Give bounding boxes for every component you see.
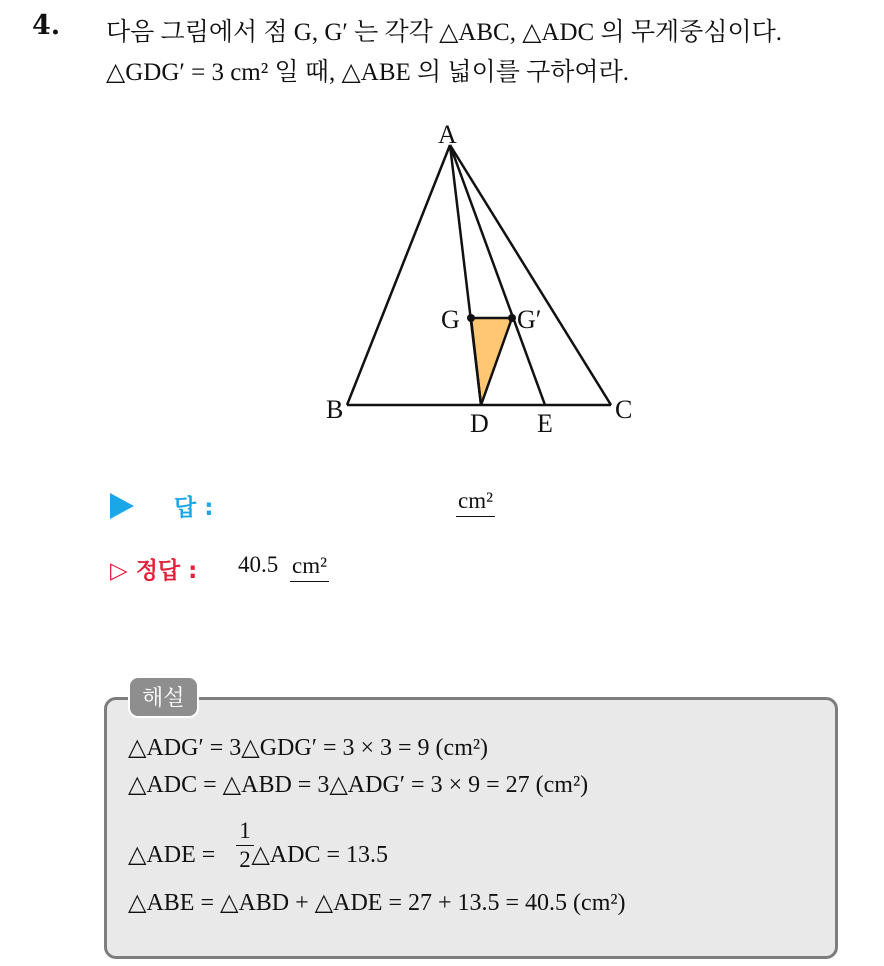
side-ab (347, 145, 450, 405)
solution-line-2: △ADC = △ABD = 3△ADG′ = 3 × 9 = 27 (cm²) (128, 772, 589, 798)
answer-marker-icon (110, 493, 134, 519)
correct-answer-label: ▷ 정답 : (110, 558, 198, 584)
label-d: D (470, 409, 489, 438)
solution-line-4: △ABE = △ABD + △ADE = 27 + 13.5 = 40.5 (cm²) (128, 890, 626, 916)
label-g-prime: G′ (517, 305, 542, 334)
correct-answer-value: 40.5 (238, 552, 279, 577)
solution-tab: 해설 (128, 676, 199, 718)
solution-line-3 (128, 840, 388, 869)
point-g-prime (508, 314, 516, 322)
question-number: 4. (32, 10, 61, 41)
answer-unit: cm² (456, 486, 495, 517)
triangle-figure (310, 118, 640, 444)
label-e: E (537, 409, 553, 438)
correct-answer-unit: cm² (290, 551, 329, 582)
label-b: B (326, 395, 344, 424)
solution-line-3-suffix: △ADC = 13.5 (251, 842, 388, 868)
label-c: C (615, 395, 633, 424)
fraction-numerator: 1 (239, 818, 251, 843)
label-a: A (438, 120, 457, 149)
answer-label: 답 : (174, 495, 214, 521)
question-text-line-1: 다음 그림에서 점 G, G′ 는 각각 △ABC, △ADC 의 무게중심이다. (106, 19, 783, 46)
solution-line-3-prefix: △ADE = (128, 842, 216, 868)
fraction-one-half (236, 818, 254, 873)
fraction-denominator: 2 (239, 847, 251, 872)
solution-line-1: △ADG′ = 3△GDG′ = 3 × 3 = 9 (cm²) (128, 735, 489, 761)
shaded-triangle-gdg (471, 318, 512, 405)
question-text-line-2: △GDG′ = 3 cm² 일 때, △ABE 의 넓이를 구하여라. (106, 59, 629, 86)
point-g (467, 314, 475, 322)
label-g: G (441, 305, 460, 334)
